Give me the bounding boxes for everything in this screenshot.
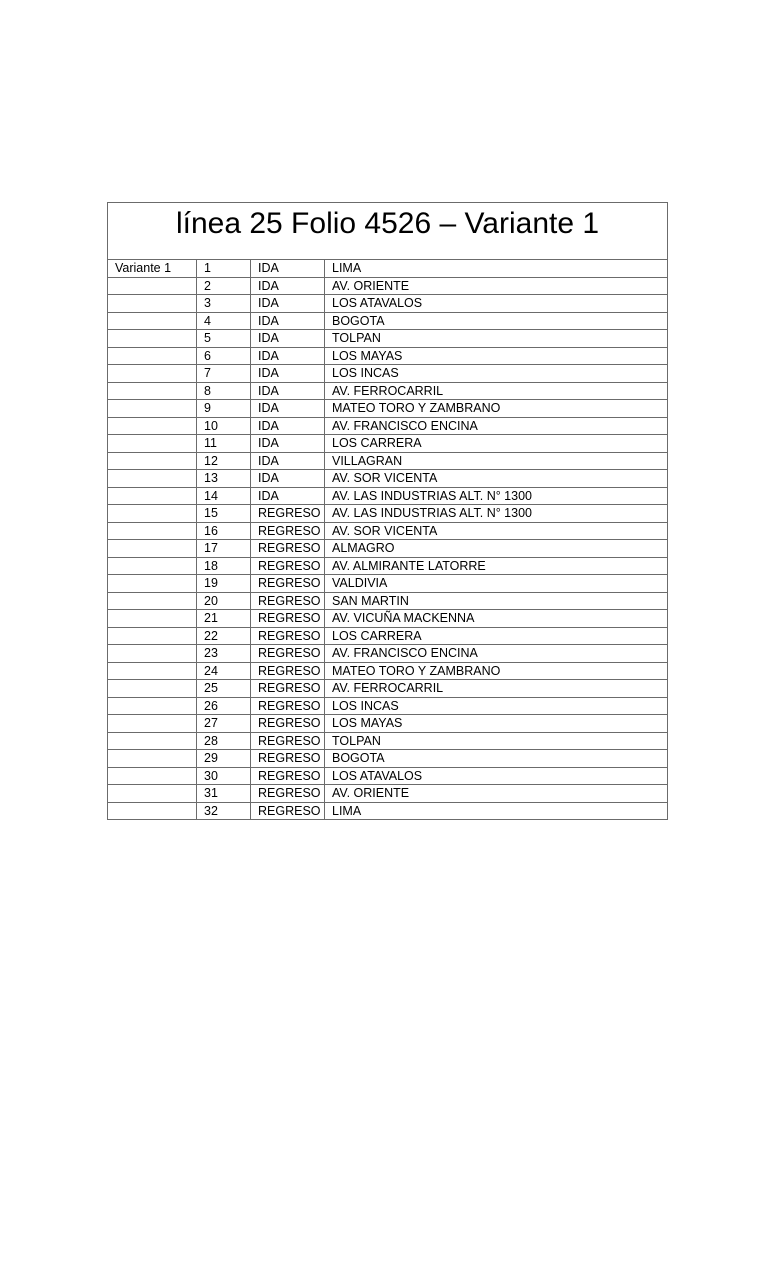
street-cell: MATEO TORO Y ZAMBRANO: [325, 662, 668, 680]
street-cell: TOLPAN: [325, 732, 668, 750]
variant-cell: Variante 1: [108, 260, 197, 278]
street-cell: SAN MARTIN: [325, 592, 668, 610]
street-cell: AV. ALMIRANTE LATORRE: [325, 557, 668, 575]
stop-number-cell: 16: [197, 522, 251, 540]
table-row: [108, 732, 668, 750]
variant-cell: [108, 382, 197, 400]
stop-number-cell: 10: [197, 417, 251, 435]
stop-number-cell: 31: [197, 785, 251, 803]
table-row: [108, 610, 668, 628]
variant-cell: [108, 470, 197, 488]
street-cell: AV. ORIENTE: [325, 277, 668, 295]
direction-cell: REGRESO: [251, 802, 325, 820]
variant-cell: [108, 417, 197, 435]
table-row: [108, 697, 668, 715]
table-row: [108, 662, 668, 680]
direction-cell: IDA: [251, 312, 325, 330]
direction-cell: IDA: [251, 365, 325, 383]
street-cell: LOS MAYAS: [325, 715, 668, 733]
stop-number-cell: 22: [197, 627, 251, 645]
variant-cell: [108, 767, 197, 785]
stop-number-cell: 3: [197, 295, 251, 313]
direction-cell: REGRESO: [251, 680, 325, 698]
direction-cell: IDA: [251, 487, 325, 505]
table-row: [108, 452, 668, 470]
stop-number-cell: 15: [197, 505, 251, 523]
table-row: [108, 680, 668, 698]
variant-cell: [108, 627, 197, 645]
table-row: [108, 382, 668, 400]
table-row: [108, 295, 668, 313]
variant-cell: [108, 662, 197, 680]
street-cell: LOS MAYAS: [325, 347, 668, 365]
direction-cell: IDA: [251, 400, 325, 418]
direction-cell: REGRESO: [251, 715, 325, 733]
variant-cell: [108, 697, 197, 715]
stop-number-cell: 18: [197, 557, 251, 575]
direction-cell: IDA: [251, 330, 325, 348]
page-title: línea 25 Folio 4526 – Variante 1: [175, 207, 600, 240]
direction-cell: REGRESO: [251, 540, 325, 558]
variant-cell: [108, 557, 197, 575]
table-row: [108, 260, 668, 278]
street-cell: LOS CARRERA: [325, 435, 668, 453]
street-cell: VALDIVIA: [325, 575, 668, 593]
title-cell: [108, 203, 668, 260]
variant-cell: [108, 645, 197, 663]
table-row: [108, 785, 668, 803]
stop-number-cell: 5: [197, 330, 251, 348]
variant-cell: [108, 365, 197, 383]
stop-number-cell: 30: [197, 767, 251, 785]
variant-cell: [108, 732, 197, 750]
table-row: [108, 470, 668, 488]
stop-number-cell: 24: [197, 662, 251, 680]
direction-cell: REGRESO: [251, 697, 325, 715]
street-cell: BOGOTA: [325, 312, 668, 330]
table-row: [108, 715, 668, 733]
variant-cell: [108, 277, 197, 295]
street-cell: AV. FRANCISCO ENCINA: [325, 417, 668, 435]
variant-cell: [108, 435, 197, 453]
table-row: [108, 417, 668, 435]
street-cell: LIMA: [325, 260, 668, 278]
table-row: [108, 627, 668, 645]
variant-cell: [108, 452, 197, 470]
stop-number-cell: 14: [197, 487, 251, 505]
table-row: [108, 540, 668, 558]
street-cell: LOS INCAS: [325, 697, 668, 715]
direction-cell: IDA: [251, 452, 325, 470]
stop-number-cell: 27: [197, 715, 251, 733]
stop-number-cell: 32: [197, 802, 251, 820]
table-row: [108, 400, 668, 418]
route-table-body: [108, 260, 668, 820]
variant-cell: [108, 592, 197, 610]
direction-cell: REGRESO: [251, 557, 325, 575]
direction-cell: REGRESO: [251, 610, 325, 628]
variant-cell: [108, 330, 197, 348]
table-row: [108, 750, 668, 768]
street-cell: BOGOTA: [325, 750, 668, 768]
variant-cell: [108, 715, 197, 733]
stop-number-cell: 28: [197, 732, 251, 750]
table-row: [108, 645, 668, 663]
stop-number-cell: 8: [197, 382, 251, 400]
table-row: [108, 505, 668, 523]
stop-number-cell: 13: [197, 470, 251, 488]
table-row: [108, 365, 668, 383]
table-row: [108, 312, 668, 330]
street-cell: MATEO TORO Y ZAMBRANO: [325, 400, 668, 418]
street-cell: LOS INCAS: [325, 365, 668, 383]
variant-cell: [108, 540, 197, 558]
stop-number-cell: 7: [197, 365, 251, 383]
stop-number-cell: 6: [197, 347, 251, 365]
street-cell: AV. SOR VICENTA: [325, 470, 668, 488]
street-cell: LOS ATAVALOS: [325, 767, 668, 785]
table-row: [108, 802, 668, 820]
variant-cell: [108, 750, 197, 768]
direction-cell: IDA: [251, 260, 325, 278]
street-cell: ALMAGRO: [325, 540, 668, 558]
street-cell: AV. FRANCISCO ENCINA: [325, 645, 668, 663]
route-document: [107, 202, 667, 820]
direction-cell: IDA: [251, 435, 325, 453]
direction-cell: IDA: [251, 295, 325, 313]
street-cell: VILLAGRAN: [325, 452, 668, 470]
variant-cell: [108, 347, 197, 365]
direction-cell: REGRESO: [251, 522, 325, 540]
stop-number-cell: 2: [197, 277, 251, 295]
direction-cell: IDA: [251, 347, 325, 365]
table-row: [108, 557, 668, 575]
table-row: [108, 767, 668, 785]
direction-cell: IDA: [251, 382, 325, 400]
street-cell: TOLPAN: [325, 330, 668, 348]
stop-number-cell: 23: [197, 645, 251, 663]
street-cell: LOS CARRERA: [325, 627, 668, 645]
direction-cell: REGRESO: [251, 732, 325, 750]
variant-cell: [108, 400, 197, 418]
street-cell: AV. VICUÑA MACKENNA: [325, 610, 668, 628]
table-row: [108, 592, 668, 610]
variant-cell: [108, 610, 197, 628]
variant-cell: [108, 505, 197, 523]
stop-number-cell: 21: [197, 610, 251, 628]
variant-cell: [108, 680, 197, 698]
direction-cell: IDA: [251, 417, 325, 435]
variant-cell: [108, 785, 197, 803]
variant-cell: [108, 522, 197, 540]
street-cell: LOS ATAVALOS: [325, 295, 668, 313]
street-cell: AV. ORIENTE: [325, 785, 668, 803]
table-row: [108, 330, 668, 348]
variant-cell: [108, 295, 197, 313]
stop-number-cell: 4: [197, 312, 251, 330]
direction-cell: IDA: [251, 470, 325, 488]
stop-number-cell: 1: [197, 260, 251, 278]
stop-number-cell: 19: [197, 575, 251, 593]
stop-number-cell: 12: [197, 452, 251, 470]
stop-number-cell: 25: [197, 680, 251, 698]
street-cell: LIMA: [325, 802, 668, 820]
table-row: [108, 522, 668, 540]
street-cell: AV. FERROCARRIL: [325, 680, 668, 698]
direction-cell: IDA: [251, 277, 325, 295]
table-row: [108, 277, 668, 295]
stop-number-cell: 26: [197, 697, 251, 715]
direction-cell: REGRESO: [251, 505, 325, 523]
table-row: [108, 487, 668, 505]
variant-cell: [108, 312, 197, 330]
street-cell: AV. LAS INDUSTRIAS ALT. N° 1300: [325, 505, 668, 523]
stop-number-cell: 29: [197, 750, 251, 768]
variant-cell: [108, 487, 197, 505]
route-table: [107, 202, 668, 820]
table-row: [108, 347, 668, 365]
title-row: [108, 203, 668, 260]
stop-number-cell: 9: [197, 400, 251, 418]
direction-cell: REGRESO: [251, 645, 325, 663]
direction-cell: REGRESO: [251, 767, 325, 785]
street-cell: AV. FERROCARRIL: [325, 382, 668, 400]
street-cell: AV. LAS INDUSTRIAS ALT. N° 1300: [325, 487, 668, 505]
stop-number-cell: 17: [197, 540, 251, 558]
table-row: [108, 575, 668, 593]
table-row: [108, 435, 668, 453]
direction-cell: REGRESO: [251, 592, 325, 610]
direction-cell: REGRESO: [251, 575, 325, 593]
direction-cell: REGRESO: [251, 750, 325, 768]
direction-cell: REGRESO: [251, 785, 325, 803]
stop-number-cell: 11: [197, 435, 251, 453]
stop-number-cell: 20: [197, 592, 251, 610]
direction-cell: REGRESO: [251, 662, 325, 680]
variant-cell: [108, 575, 197, 593]
variant-cell: [108, 802, 197, 820]
direction-cell: REGRESO: [251, 627, 325, 645]
street-cell: AV. SOR VICENTA: [325, 522, 668, 540]
